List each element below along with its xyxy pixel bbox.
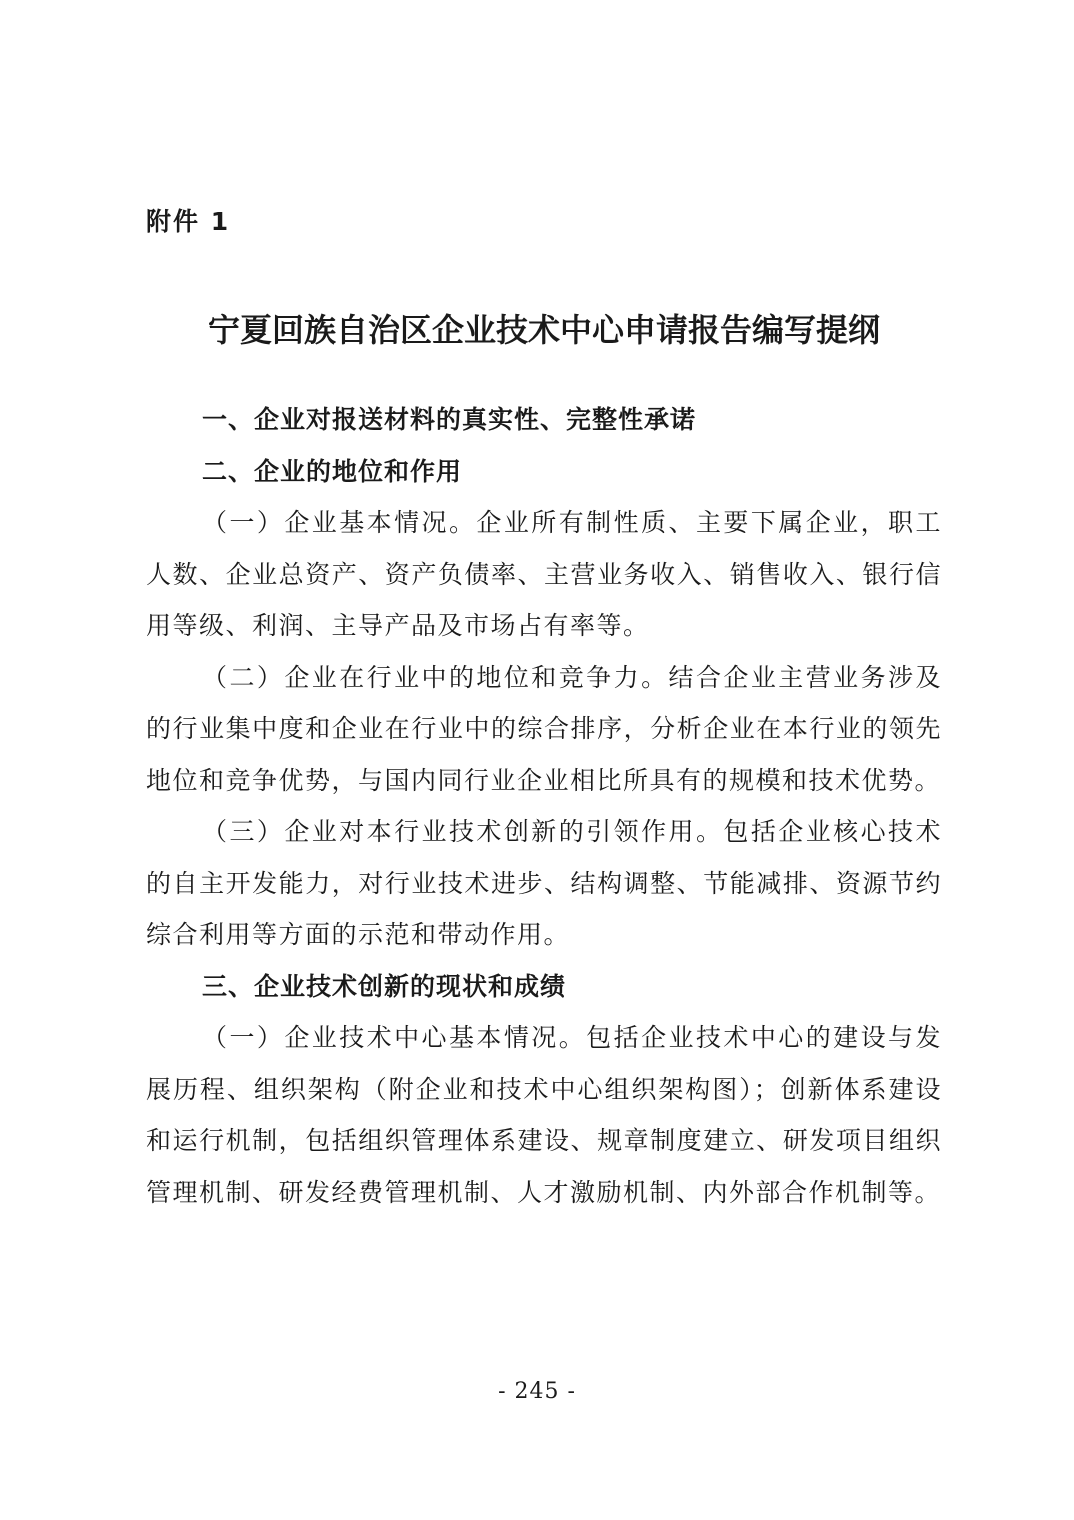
paragraph-3-1: （一）企业技术中心基本情况。包括企业技术中心的建设与发展历程、组织架构（附企业和技术中心组织架构图）；创新体系建设和运行机制，包括组织管理体系建设、规章制度建立、研发项目组织管理机制、研发经费管理机制、人才激励机制、内外部合作机制等。 [146,1023,942,1207]
attachment-label: 附件 1 [146,207,231,236]
paragraph-2-1: （一）企业基本情况。企业所有制性质、主要下属企业，职工人数、企业总资产、资产负债率、主营业务收入、销售收入、银行信用等级、利润、主导产品及市场占有率等。 [146,508,942,640]
paragraph-2-3: （三）企业对本行业技术创新的引领作用。包括企业核心技术的自主开发能力，对行业技术进步、结构调整、节能减排、资源节约综合利用等方面的示范和带动作用。 [146,817,942,949]
document-body [146,394,942,1218]
paragraph-2-2: （二）企业在行业中的地位和竞争力。结合企业主营业务涉及的行业集中度和企业在行业中的综合排序，分析企业在本行业的领先地位和竞争优势，与国内同行业企业相比所具有的规模和技术优势。 [146,662,942,795]
section-heading-2: 二、企业的地位和作用 [202,456,463,486]
page-number: - 245 - [498,1379,576,1404]
document-title: 宁夏回族自治区企业技术中心申请报告编写提纲 [207,311,880,349]
section-heading-1: 一、企业对报送材料的真实性、完整性承诺 [202,405,697,434]
section-heading-3: 三、企业技术创新的现状和成绩 [202,971,567,1001]
